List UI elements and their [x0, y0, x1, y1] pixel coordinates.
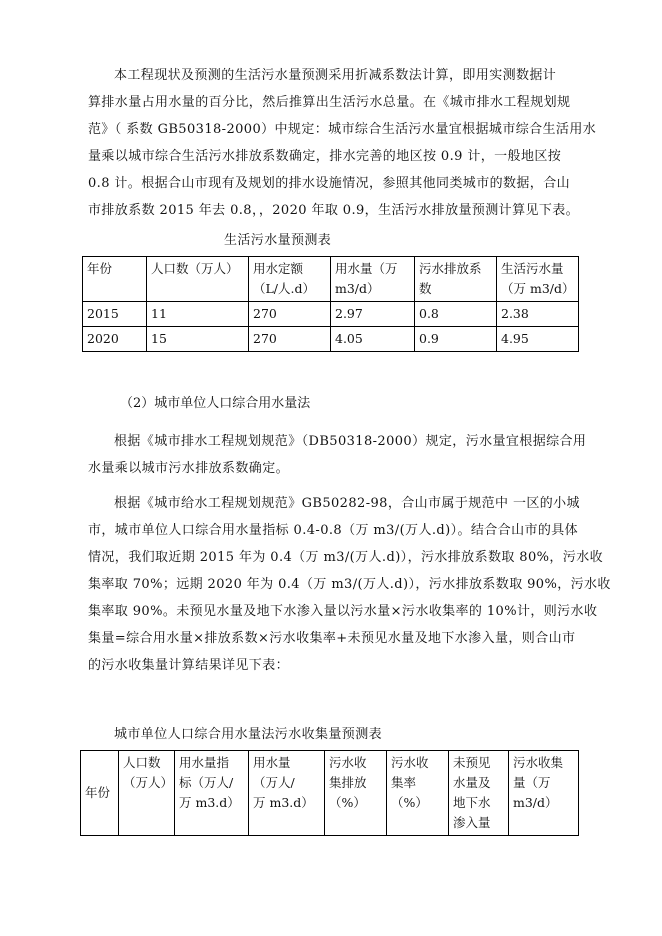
header-cell: [249, 751, 325, 836]
table-header-row: [83, 257, 579, 302]
paragraph-line: 水量乘以城市污水排放系数确定。: [88, 461, 290, 476]
table2-caption: 城市单位人口综合用水量法污水收集量预测表: [114, 727, 383, 742]
header-cell: [387, 751, 449, 836]
table-cell: 270: [249, 327, 331, 352]
paragraph-line: 市，城市单位人口综合用水量指标 0.4-0.8（万 m3/(万人.d)）。结合合山市的具体: [88, 523, 579, 538]
header-cell: [497, 257, 579, 302]
header-cell: [449, 751, 509, 836]
intro-line: 量乘以城市综合生活污水排放系数确定，排水完善的地区按 0.9 计，一般地区按: [88, 149, 562, 164]
paragraph-standard: [88, 428, 587, 482]
table-cell: 4.05: [331, 327, 415, 352]
header-text: 人口数 （万人）: [123, 755, 174, 790]
table-cell: 15: [147, 327, 249, 352]
paragraph-calculation: [88, 490, 611, 679]
header-text: 用水量（万 m3/d）: [335, 261, 398, 296]
table1-caption: 生活污水量预测表: [224, 233, 332, 248]
header-text: 用水量指 标（万人/ 万 m3.d）: [179, 755, 240, 810]
intro-line: 范》（ 系数 GB50318-2000）中规定：城市综合生活污水量宜根据城市综合生活用水: [88, 122, 597, 137]
header-text: 用水定额 （L/人.d）: [253, 261, 315, 296]
header-cell: [249, 257, 331, 302]
table-row: [83, 327, 579, 352]
intro-line: 本工程现状及预测的生活污水量预测采用折减系数法计算，即用实测数据计: [114, 68, 557, 83]
header-text: 年份: [85, 785, 111, 800]
header-cell: [325, 751, 387, 836]
table-cell: 11: [147, 302, 249, 327]
header-cell: [175, 751, 249, 836]
header-text: 人口数（万人）: [151, 261, 239, 276]
table-cell: 2.97: [331, 302, 415, 327]
paragraph-line: 根据《城市给水工程规划规范》GB50282-98，合山市属于规范中 一区的小城: [114, 496, 580, 511]
table-domestic-sewage: [82, 256, 579, 352]
table-cell: 0.8: [415, 302, 497, 327]
intro-line: 市排放系数 2015 年去 0.8，，2020 年取 0.9，生活污水排放量预测计算见下表。: [88, 203, 580, 218]
header-cell: [83, 257, 147, 302]
paragraph-line: 的污水收集量计算结果详见下表：: [88, 658, 290, 673]
header-cell: [81, 751, 119, 836]
header-cell: [147, 257, 249, 302]
header-text: 生活污水量 （万 m3/d）: [501, 261, 575, 296]
table-cell: 4.95: [497, 327, 579, 352]
intro-line: 算排水量占用水量的百分比，然后推算出生活污水总量。在《城市排水工程规划规: [88, 95, 571, 110]
header-text: 未预见 水量及 地下水 渗入量: [453, 755, 491, 830]
header-cell: [119, 751, 175, 836]
header-text: 污水收 集排放 （%）: [329, 755, 367, 810]
table-header-row: [81, 751, 579, 836]
table-cell: 0.9: [415, 327, 497, 352]
table-row: [83, 302, 579, 327]
intro-line: 0.8 计。根据合山市现有及规划的排水设施情况，参照其他同类城市的数据，合山: [88, 176, 571, 191]
table-cell: 270: [249, 302, 331, 327]
header-cell: [509, 751, 579, 836]
intro-paragraph: [88, 62, 597, 224]
header-text: 污水收 集率 （%）: [391, 755, 429, 810]
table-sewage-collection: [80, 750, 579, 836]
header-text: 年份: [87, 261, 113, 276]
section-heading: （2）城市单位人口综合用水量法: [120, 396, 311, 411]
header-cell: [415, 257, 497, 302]
paragraph-line: 集量=综合用水量×排放系数×污水收集率+未预见水量及地下水渗入量，则合山市: [88, 631, 576, 646]
header-cell: [331, 257, 415, 302]
table-cell: 2020: [83, 327, 147, 352]
paragraph-line: 集率取 70%；远期 2020 年为 0.4（万 m3/(万人.d)），污水排放系数取 90%，污水收: [88, 577, 611, 592]
paragraph-line: 集率取 90%。未预见水量及地下水渗入量以污水量×污水收集率的 10%计，则污水收: [88, 604, 598, 619]
header-text: 用水量 （万人/ 万 m3.d）: [253, 755, 314, 810]
paragraph-line: 根据《城市排水工程规划规范》（DB50318-2000）规定，污水量宜根据综合用: [114, 434, 587, 449]
header-text: 污水收集 量（万 m3/d）: [513, 755, 564, 810]
paragraph-line: 情况，我们取近期 2015 年为 0.4（万 m3/(万人.d)），污水排放系数取 80%，污水收: [88, 550, 603, 565]
table-cell: 2015: [83, 302, 147, 327]
header-text: 污水排放系 数: [419, 261, 482, 296]
table-cell: 2.38: [497, 302, 579, 327]
